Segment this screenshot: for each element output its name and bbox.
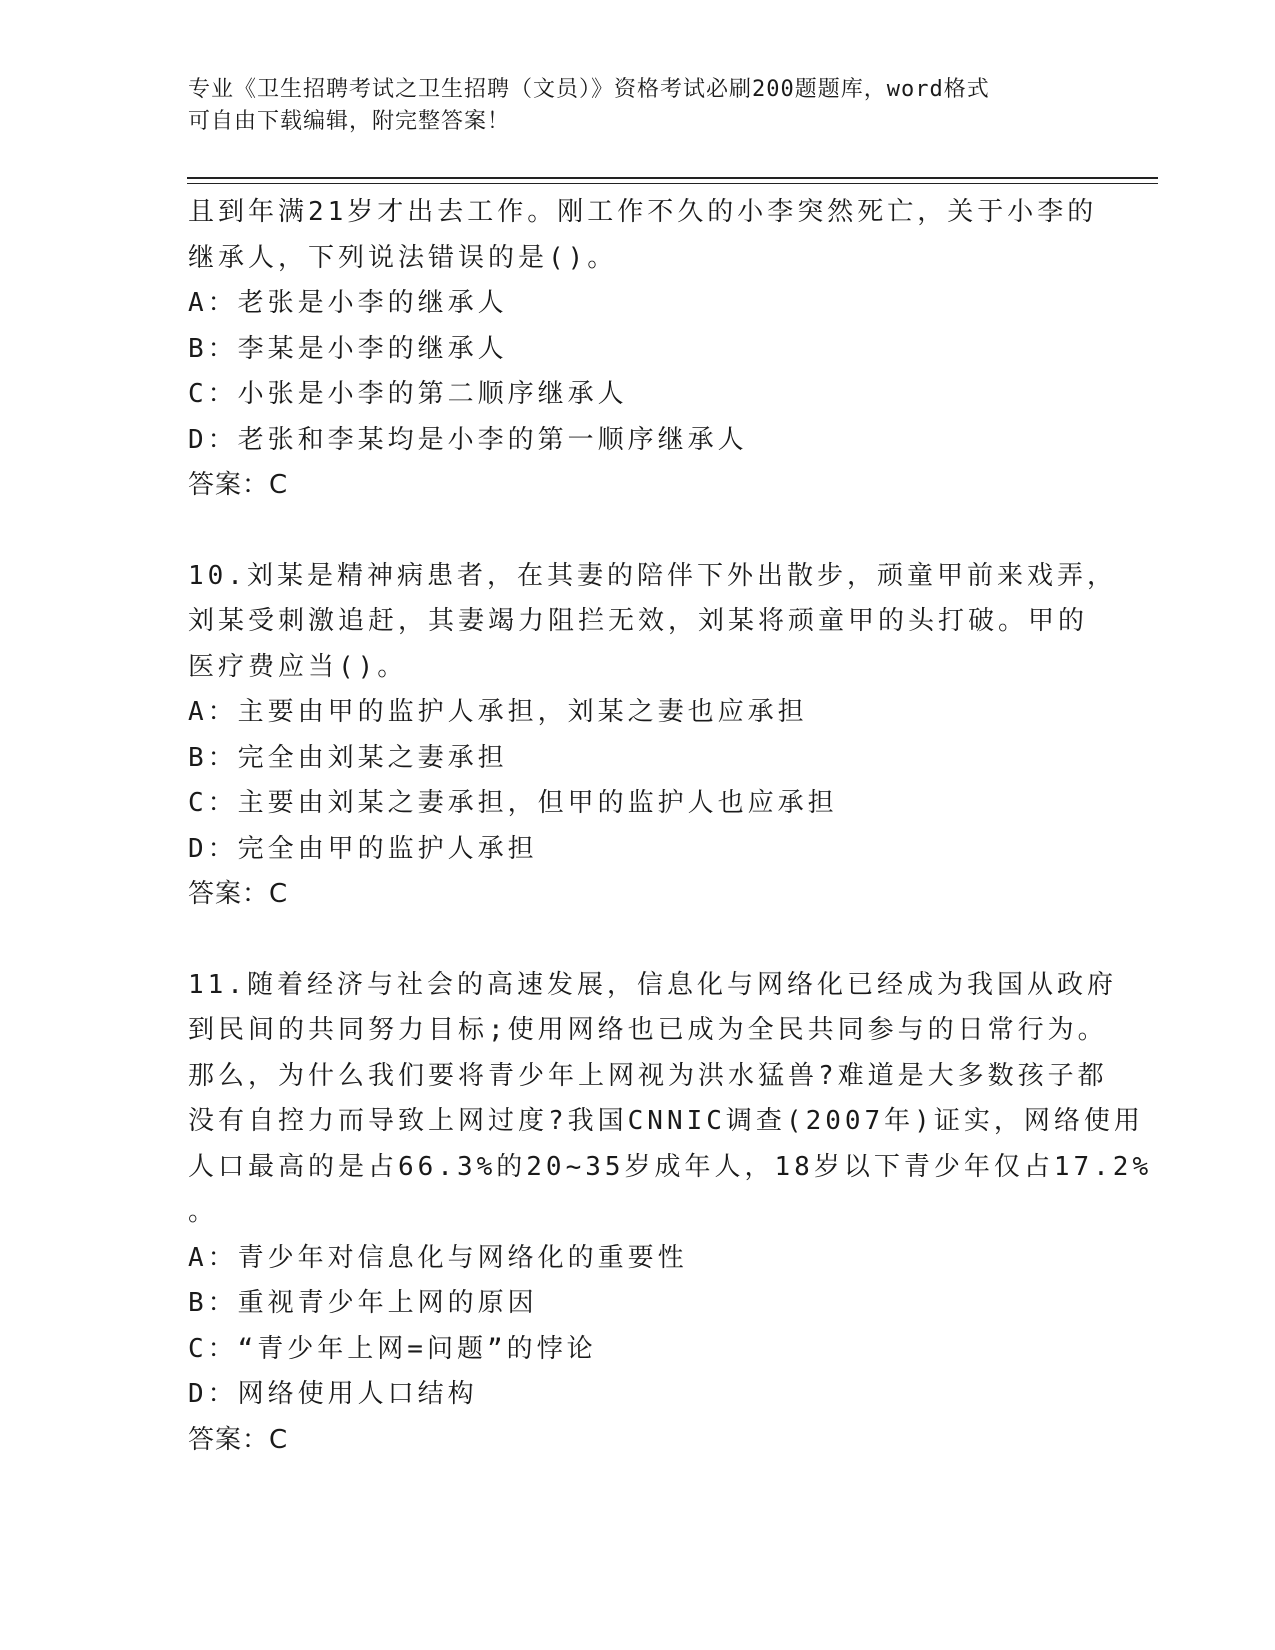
option-a: A：主要由甲的监护人承担，刘某之妻也应承担 (188, 697, 808, 727)
header-divider-thick (187, 177, 1158, 179)
question-stem-line: 刘某受刺激追赶，其妻竭力阻拦无效，刘某将顽童甲的头打破。甲的 (188, 606, 1089, 636)
option-b: B：李某是小李的继承人 (188, 333, 508, 364)
option-d: D：老张和李某均是小李的第一顺序继承人 (188, 424, 748, 455)
option-d: D：完全由甲的监护人承担 (188, 833, 538, 864)
option-d: D：网络使用人口结构 (188, 1379, 478, 1409)
question-11 (188, 963, 1153, 1464)
question-stem-line: 10.刘某是精神病患者，在其妻的陪伴下外出散步，顽童甲前来戏弄， (188, 560, 1117, 591)
option-a: A：老张是小李的继承人 (188, 288, 508, 318)
spacer (188, 509, 1088, 554)
question-stem-line: 11.随着经济与社会的高速发展，信息化与网络化已经成为我国从政府 (188, 969, 1117, 1000)
option-a: A：青少年对信息化与网络化的重要性 (188, 1242, 688, 1273)
question-stem-line: 。 (188, 1197, 219, 1227)
question-stem-line: 到民间的共同努力目标;使用网络也已成为全民共同参与的日常行为。 (188, 1015, 1108, 1045)
answer-line: 答案：C (188, 470, 289, 500)
header-divider-thin (187, 183, 1158, 184)
header-title-line-2: 可自由下载编辑，附完整答案！ (188, 109, 511, 134)
question-9 (188, 190, 1098, 509)
option-c: C：“青少年上网=问题”的悖论 (188, 1333, 597, 1364)
question-stem-line: 人口最高的是占66.3%的20~35岁成年人，18岁以下青少年仅占17.2% (188, 1151, 1153, 1182)
question-stem-line: 医疗费应当()。 (188, 651, 408, 682)
document-header (188, 74, 1068, 138)
answer-line: 答案：C (188, 879, 289, 909)
header-title-line-1: 专业《卫生招聘考试之卫生招聘（文员）》资格考试必刷200题题库，word格式 (188, 77, 990, 102)
question-stem-line: 继承人，下列说法错误的是()。 (188, 242, 618, 273)
question-stem-line: 那么，为什么我们要将青少年上网视为洪水猛兽?难道是大多数孩子都 (188, 1060, 1108, 1091)
question-10 (188, 554, 1117, 918)
question-stem-line: 且到年满21岁才出去工作。刚工作不久的小李突然死亡，关于小李的 (188, 197, 1098, 227)
option-b: B：完全由刘某之妻承担 (188, 742, 508, 773)
question-list (188, 190, 1153, 1463)
option-b: B：重视青少年上网的原因 (188, 1288, 538, 1318)
answer-line: 答案：C (188, 1424, 289, 1455)
option-c: C：主要由刘某之妻承担，但甲的监护人也应承担 (188, 788, 838, 818)
spacer (188, 918, 1088, 963)
question-stem-line: 没有自控力而导致上网过度?我国CNNIC调查(2007年)证实，网络使用 (188, 1106, 1144, 1136)
option-c: C：小张是小李的第二顺序继承人 (188, 379, 628, 409)
